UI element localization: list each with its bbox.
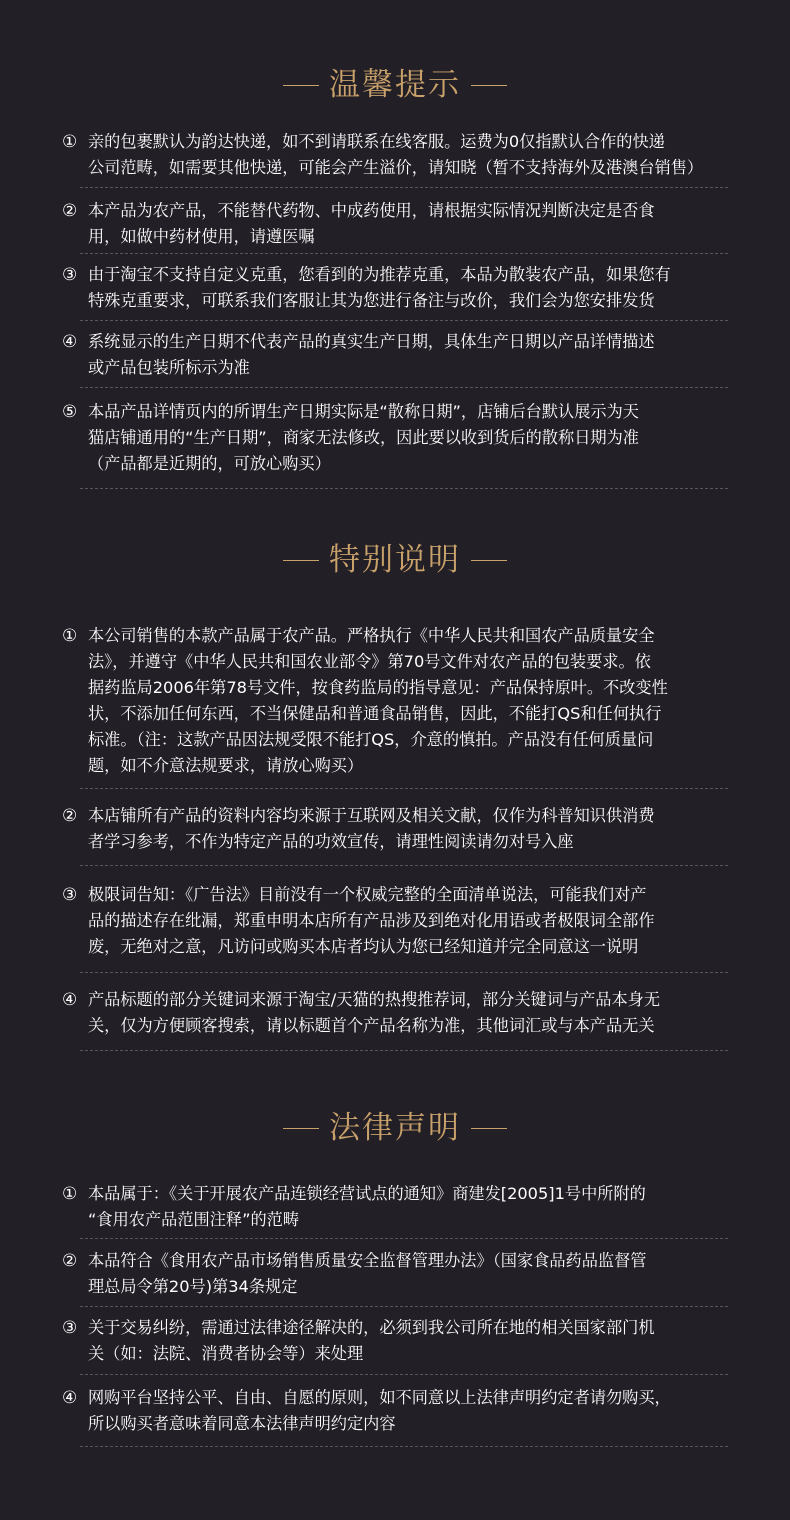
tip-item-4 (62, 329, 732, 381)
item-text: 产品标题的部分关键词来源于淘宝/天猫的热搜推荐词，部分关键词与产品本身无 关，仅为方便顾客搜索，请以标题首个产品名称为准，其他词汇或与本产品无关 (88, 990, 661, 1035)
item-number: ① (62, 1184, 78, 1204)
dashed-divider (80, 320, 728, 321)
tip-item-5 (62, 399, 732, 477)
dashed-divider (80, 1374, 728, 1375)
item-number: ③ (62, 1318, 78, 1338)
legal-item-2 (62, 1248, 732, 1300)
dashed-divider (80, 1050, 728, 1051)
legal-item-4 (62, 1385, 732, 1437)
item-number: ⑤ (62, 402, 78, 422)
dashed-divider (80, 1306, 728, 1307)
section-heading-legal (0, 1098, 790, 1158)
item-number: ① (62, 626, 78, 646)
item-text: 本品产品详情页内的所谓生产日期实际是“散称日期”，店铺后台默认展示为天 猫店铺通用的“生产日期”，商家无法修改，因此要以收到货后的散称日期为准 （产品都是近期的，可放心购买） (88, 402, 639, 473)
item-text: 极限词告知：《广告法》目前没有一个权威完整的全面清单说法，可能我们对产 品的描述存在纰漏，郑重申明本店所有产品涉及到绝对化用语或者极限词全部作 废，无绝对之意，凡访问或购买本店者均认为您已经知道并完全同意这一说明 (88, 885, 655, 956)
section-heading-special (0, 530, 790, 590)
item-text: 系统显示的生产日期不代表产品的真实生产日期，具体生产日期以产品详情描述 或产品包装所标示为准 (88, 332, 655, 377)
dashed-divider (80, 387, 728, 388)
item-text: 网购平台坚持公平、自由、自愿的原则，如不同意以上法律声明约定者请勿购买， 所以购买者意味着同意本法律声明约定内容 (88, 1388, 671, 1433)
item-text: 本公司销售的本款产品属于农产品。严格执行《中华人民共和国农产品质量安全 法》，并遵守《中华人民共和国农业部令》第70号文件对农产品的包装要求。依 据药监局2006年第78号文件，按食药监局的指导意见：产品保持原叶。不改变性 状，不添加任何东西，不当保健品和普通食品销售，因此，不能打QS和任何执行 标准。（注：这款产品因法规受限不能打QS，介意的慎拍。产品没有任何质量问 题，如不介意法规要求，请放心购买） (88, 626, 668, 775)
item-number: ③ (62, 885, 78, 905)
item-text: 本品符合《食用农产品市场销售质量安全监督管理办法》（国家食品药品监督管 理总局令第20号)第34条规定 (88, 1251, 647, 1296)
heading-line-left (283, 560, 319, 561)
heading-line-right (471, 85, 507, 86)
item-number: ④ (62, 990, 78, 1010)
tip-item-2 (62, 198, 732, 250)
item-text: 本店铺所有产品的资料内容均来源于互联网及相关文献，仅作为科普知识供消费 者学习参考，不作为特定产品的功效宣传，请理性阅读请勿对号入座 (88, 806, 655, 851)
dashed-divider (80, 865, 728, 866)
dashed-divider (80, 1238, 728, 1239)
special-item-3 (62, 882, 732, 960)
heading-line-left (283, 85, 319, 86)
item-number: ③ (62, 265, 78, 285)
item-number: ② (62, 201, 78, 221)
dashed-divider (80, 187, 728, 188)
heading-line-left (283, 1128, 319, 1129)
item-text: 关于交易纠纷，需通过法律途径解决的，必须到我公司所在地的相关国家部门机 关（如：法院、消费者协会等）来处理 (88, 1318, 655, 1363)
item-number: ② (62, 1251, 78, 1271)
legal-item-3 (62, 1315, 732, 1367)
special-item-1 (62, 623, 732, 779)
dashed-divider (80, 1446, 728, 1447)
special-item-4 (62, 987, 732, 1039)
item-text: 亲的包裹默认为韵达快递，如不到请联系在线客服。运费为0仅指默认合作的快递 公司范畴，如需要其他快递，可能会产生溢价，请知晓（暂不支持海外及港澳台销售） (88, 132, 704, 177)
dashed-divider (80, 972, 728, 973)
section-title: 法律声明 (329, 1110, 461, 1146)
item-number: ② (62, 806, 78, 826)
dashed-divider (80, 488, 728, 489)
heading-line-right (471, 1128, 507, 1129)
dashed-divider (80, 788, 728, 789)
item-number: ① (62, 132, 78, 152)
section-heading-tips (0, 55, 790, 115)
special-item-2 (62, 803, 732, 855)
item-text: 由于淘宝不支持自定义克重，您看到的为推荐克重，本品为散装农产品，如果您有 特殊克重要求，可联系我们客服让其为您进行备注与改价，我们会为您安排发货 (88, 265, 671, 310)
item-number: ④ (62, 332, 78, 352)
tip-item-1 (62, 129, 732, 181)
item-text: 本品属于：《关于开展农产品连锁经营试点的通知》商建发[2005]1号中所附的 “食用农产品范围注释”的范畴 (88, 1184, 646, 1229)
item-number: ④ (62, 1388, 78, 1408)
item-text: 本产品为农产品，不能替代药物、中成药使用，请根据实际情况判断决定是否食 用，如做中药材使用，请遵医嘱 (88, 201, 655, 246)
section-title: 特别说明 (329, 542, 461, 578)
tip-item-3 (62, 262, 732, 314)
section-title: 温馨提示 (329, 67, 461, 103)
dashed-divider (80, 253, 728, 254)
legal-item-1 (62, 1181, 732, 1233)
heading-line-right (471, 560, 507, 561)
